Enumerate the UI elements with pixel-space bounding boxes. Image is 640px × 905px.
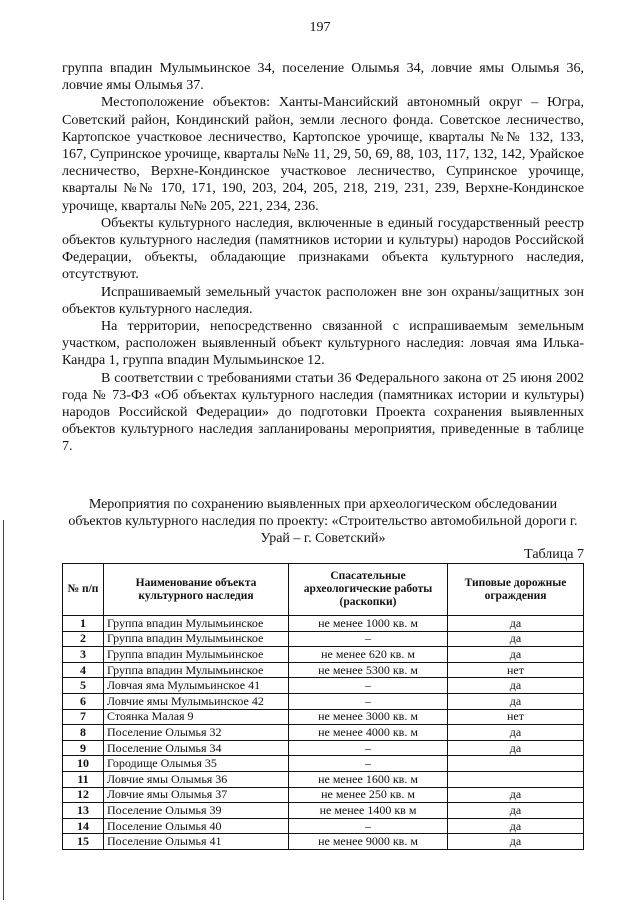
cell-object-name: Ловчая яма Мулымьинское 41	[104, 678, 289, 694]
cell-object-name: Группа впадин Мулымьинское	[104, 631, 289, 647]
cell-number: 6	[63, 693, 104, 709]
cell-number: 7	[63, 709, 104, 725]
cell-number: 14	[63, 818, 104, 834]
cell-rescue-works: не менее 9000 кв. м	[289, 834, 448, 850]
cell-object-name: Поселение Олымья 40	[104, 818, 289, 834]
header-rescue-works: Спасательные археологические работы (раскопки)	[289, 564, 448, 616]
cell-object-name: Группа впадин Мулымьинское	[104, 616, 289, 632]
cell-rescue-works: не менее 1400 кв м	[289, 803, 448, 819]
table-row	[63, 693, 584, 709]
cell-number: 10	[63, 756, 104, 772]
table-row	[63, 709, 584, 725]
cell-rescue-works: не менее 4000 кв. м	[289, 725, 448, 741]
measures-table	[62, 563, 584, 850]
cell-road-barriers: нет	[448, 709, 584, 725]
cell-road-barriers: да	[448, 693, 584, 709]
cell-object-name: Поселение Олымья 41	[104, 834, 289, 850]
table-row	[63, 725, 584, 741]
table-row	[63, 834, 584, 850]
table-caption: Таблица 7	[524, 547, 584, 562]
cell-rescue-works: –	[289, 756, 448, 772]
table-row	[63, 631, 584, 647]
cell-road-barriers: нет	[448, 662, 584, 678]
cell-number: 9	[63, 740, 104, 756]
page-number: 197	[309, 20, 331, 35]
cell-road-barriers	[448, 756, 584, 772]
cell-number: 5	[63, 678, 104, 694]
cell-number: 8	[63, 725, 104, 741]
header-object-name: Наименование объекта культурного наследия	[104, 564, 289, 616]
cell-road-barriers: да	[448, 647, 584, 663]
cell-object-name: Поселение Олымья 34	[104, 740, 289, 756]
cell-object-name: Поселение Олымья 32	[104, 725, 289, 741]
cell-rescue-works: не менее 620 кв. м	[289, 647, 448, 663]
cell-road-barriers: да	[448, 803, 584, 819]
cell-rescue-works: не менее 1600 кв. м	[289, 771, 448, 787]
cell-rescue-works: –	[289, 818, 448, 834]
table-title: Мероприятия по сохранению выявленных при археологическом обследовании объектов культурного наследия по проекту: «Строительство автомобильной дороги г. Урай – г. Советский»	[68, 497, 578, 547]
cell-number: 15	[63, 834, 104, 850]
cell-road-barriers: да	[448, 834, 584, 850]
cell-rescue-works: не менее 5300 кв. м	[289, 662, 448, 678]
table-row	[63, 818, 584, 834]
cell-object-name: Группа впадин Мулымьинское	[104, 662, 289, 678]
cell-rescue-works: –	[289, 678, 448, 694]
cell-rescue-works: не менее 3000 кв. м	[289, 709, 448, 725]
paragraph: В соответствии с требованиями статьи 36 Федерального закона от 25 июня 2002 года № 73-ФЗ «Об объектах культурного наследия (памятниках истории и культуры) народов Российской Федерации» до подготовки Проекта сохранения выявленных объектов культурного наследия запланированы мероприятия, приведенные в таблице 7.	[62, 370, 584, 455]
cell-number: 13	[63, 803, 104, 819]
cell-road-barriers: да	[448, 740, 584, 756]
table-row	[63, 787, 584, 803]
paragraph: Объекты культурного наследия, включенные в единый государственный реестр объектов культурного наследия (памятников истории и культуры) народов Российской Федерации, объекты, обладающие признаками объекта культурного наследия, отсутствуют.	[62, 215, 584, 283]
cell-rescue-works: –	[289, 740, 448, 756]
table-row	[63, 647, 584, 663]
table-row	[63, 756, 584, 772]
cell-object-name: Ловчие ямы Мулымьинское 42	[104, 693, 289, 709]
table-row	[63, 740, 584, 756]
cell-road-barriers	[448, 771, 584, 787]
table-row	[63, 678, 584, 694]
cell-road-barriers: да	[448, 725, 584, 741]
table-row	[63, 771, 584, 787]
paragraph: Испрашиваемый земельный участок расположен вне зон охраны/защитных зон объектов культурного наследия.	[62, 284, 584, 317]
cell-number: 3	[63, 647, 104, 663]
cell-object-name: Стоянка Малая 9	[104, 709, 289, 725]
header-number: № п/п	[63, 564, 104, 616]
scan-margin-line	[3, 520, 4, 900]
cell-rescue-works: –	[289, 693, 448, 709]
cell-object-name: Городище Олымья 35	[104, 756, 289, 772]
cell-object-name: Ловчие ямы Олымья 37	[104, 787, 289, 803]
cell-object-name: Группа впадин Мулымьинское	[104, 647, 289, 663]
cell-number: 11	[63, 771, 104, 787]
cell-object-name: Ловчие ямы Олымья 36	[104, 771, 289, 787]
paragraph: группа впадин Мулымьинское 34, поселение Олымья 34, ловчие ямы Олымья 36, ловчие ямы Олымья 37.	[62, 61, 584, 94]
cell-road-barriers: да	[448, 787, 584, 803]
cell-number: 1	[63, 616, 104, 632]
cell-number: 2	[63, 631, 104, 647]
table-body	[63, 616, 584, 850]
table-row	[63, 803, 584, 819]
table-row	[63, 616, 584, 632]
cell-rescue-works: не менее 1000 кв. м	[289, 616, 448, 632]
cell-number: 4	[63, 662, 104, 678]
paragraph: На территории, непосредственно связанной с испрашиваемым земельным участком, расположен выявленный объект культурного наследия: ловчая яма Илька-Кандра 1, группа впадин Мулымьинское 12.	[62, 319, 584, 369]
cell-road-barriers: да	[448, 678, 584, 694]
cell-road-barriers: да	[448, 631, 584, 647]
cell-road-barriers: да	[448, 616, 584, 632]
header-road-barriers: Типовые дорожные ограждения	[448, 564, 584, 616]
body-text	[62, 60, 584, 456]
paragraph: Местоположение объектов: Ханты-Мансийский автономный округ – Югра, Советский район, Кондинский район, земли лесного фонда. Советское лесничество, Картопское участковое лесничество, Картопское урочище, кварталы №№ 132, 133, 167, Супринское урочище, кварталы №№ 11, 29, 50, 69, 88, 103, 117, 132, 142, Урайское лесничество, Верхне-Кондинское участковое лесничество, Супринское урочище, кварталы №№ 170, 171, 190, 203, 204, 205, 218, 219, 231, 239, Верхне-Кондинское урочище, кварталы №№ 205, 221, 234, 236.	[62, 95, 584, 214]
cell-road-barriers: да	[448, 818, 584, 834]
cell-rescue-works: –	[289, 631, 448, 647]
cell-object-name: Поселение Олымья 39	[104, 803, 289, 819]
table-row	[63, 662, 584, 678]
cell-rescue-works: не менее 250 кв. м	[289, 787, 448, 803]
table-header-row	[63, 564, 584, 616]
cell-number: 12	[63, 787, 104, 803]
